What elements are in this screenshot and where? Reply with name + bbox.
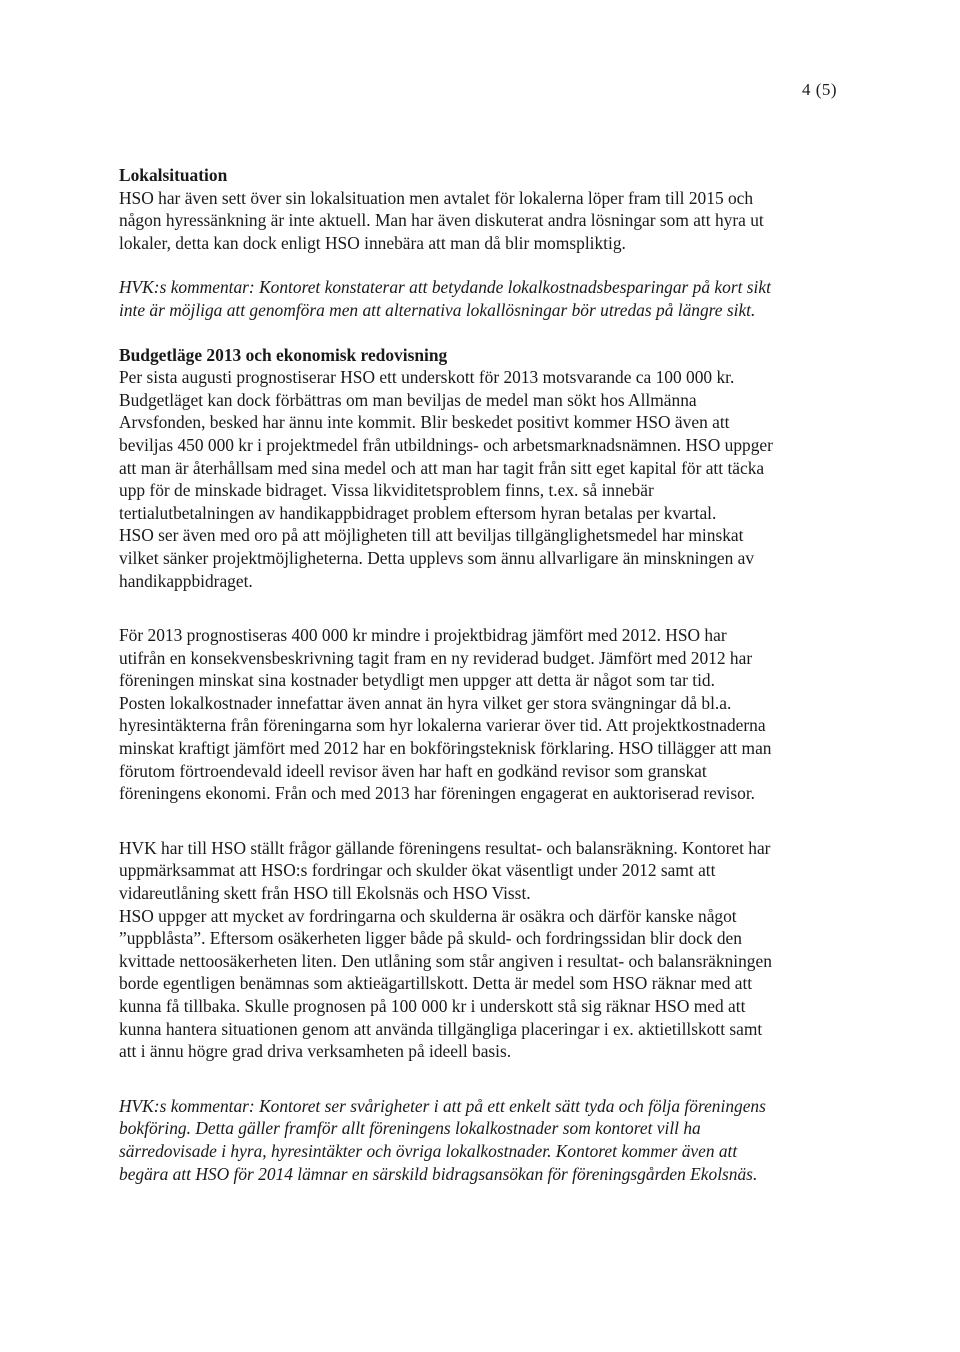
text-line: HVK har till HSO ställt frågor gällande föreningens resultat- och balansräkning. Kontoret har	[119, 837, 771, 858]
text-line: särredovisade i hyra, hyresintäkter och övriga lokalkostnader. Kontoret kommer även att	[119, 1140, 738, 1161]
text-line: hyresintäkterna från föreningarna som hyr lokalerna varierar över tid. Att projektkostnaderna	[119, 715, 766, 736]
paragraph-prognos	[119, 624, 849, 805]
text-line: minskat kraftigt jämfört med 2012 har en bokföringsteknisk förklaring. HSO tillägger att man	[119, 738, 772, 759]
text-line: lokaler, detta kan dock enligt HSO innebära att man då blir momspliktig.	[119, 232, 626, 253]
text-line: tertialutbetalningen av handikappbidraget problem eftersom hyran betalas per kvartal.	[119, 502, 717, 523]
text-line: borde egentligen benämnas som aktieägartillskott. Detta är medel som HSO räknar med att	[119, 973, 753, 994]
paragraph-hvk-comment-1	[119, 276, 849, 321]
section-fragor	[119, 837, 849, 1063]
section-hvk-comment-2	[119, 1095, 849, 1185]
text-line: begära att HSO för 2014 lämnar en särskild bidragsansökan för föreningsgården Ekolsnäs.	[119, 1163, 758, 1184]
text-line: ”uppblåsta”. Eftersom osäkerheten ligger både på skuld- och fordringssidan blir dock den	[119, 928, 742, 949]
heading-lokalsituation: Lokalsituation	[119, 165, 228, 185]
text-line: någon hyressänkning är inte aktuell. Man har även diskuterat andra lösningar som att hyra ut	[119, 210, 764, 231]
text-line: För 2013 prognostiseras 400 000 kr mindre i projektbidrag jämfört med 2012. HSO har	[119, 625, 727, 646]
text-line: bokföring. Detta gäller framför allt föreningens lokalkostnader som kontoret vill ha	[119, 1118, 701, 1139]
section-prognos	[119, 624, 849, 805]
text-line: föreningen minskat sina kostnader betydligt men uppger att detta är något som tar tid.	[119, 670, 715, 691]
text-line: Budgetläget kan dock förbättras om man beviljas de medel man sökt hos Allmänna	[119, 389, 697, 410]
text-line: utifrån en konsekvensbeskrivning tagit fram en ny reviderad budget. Jämfört med 2012 har	[119, 647, 753, 668]
text-line: beviljas 450 000 kr i projektmedel från utbildnings- och arbetsmarknadsnämnen. HSO uppger	[119, 434, 773, 455]
paragraph-budgetlage	[119, 366, 849, 592]
paragraph-hvk-comment-2	[119, 1095, 849, 1185]
page-number: 4 (5)	[802, 80, 838, 99]
paragraph-fragor	[119, 837, 849, 1063]
text-line: inte är möjliga att genomföra men att alternativa lokallösningar bör utredas på längre sikt.	[119, 299, 756, 320]
text-line: Per sista augusti prognostiserar HSO ett underskott för 2013 motsvarande ca 100 000 kr.	[119, 367, 735, 388]
text-line: HVK:s kommentar: Kontoret konstaterar att betydande lokalkostnadsbesparingar på kort sikt	[119, 277, 771, 298]
text-line: HSO har även sett över sin lokalsituation men avtalet för lokalerna löper fram till 2015 och	[119, 187, 754, 208]
text-line: Arvsfonden, besked har ännu inte kommit. Blir beskedet positivt kommer HSO även att	[119, 412, 730, 433]
text-line: föreningens ekonomi. Från och med 2013 har föreningen engagerat en auktoriserad revisor.	[119, 783, 755, 804]
text-line: vidareutlåning skett från HSO till Ekolsnäs och HSO Visst.	[119, 883, 531, 904]
text-line: att i ännu högre grad driva verksamheten på ideell basis.	[119, 1041, 512, 1062]
section-budgetlage	[119, 344, 849, 593]
text-line: kunna hantera situationen genom att använda tillgängliga placeringar i ex. aktietillskott samt	[119, 1018, 763, 1039]
text-line: HSO uppger att mycket av fordringarna och skulderna är osäkra och därför kanske något	[119, 905, 737, 926]
document-body	[119, 164, 849, 1185]
text-line: vilket sänker projektmöjligheterna. Detta upplevs som ännu allvarligare än minskningen av	[119, 547, 755, 568]
text-line: kunna få tillbaka. Skulle prognosen på 100 000 kr i underskott stå sig räknar HSO med att	[119, 996, 746, 1016]
section-hvk-comment-1	[119, 276, 849, 321]
text-line: upp för de minskade bidraget. Vissa likviditetsproblem finns, t.ex. så innebär	[119, 480, 654, 501]
section-lokalsituation	[119, 164, 849, 254]
text-line: HVK:s kommentar: Kontoret ser svårigheter i att på ett enkelt sätt tyda och följa föreningens	[119, 1095, 766, 1116]
text-line: att man är återhållsam med sina medel och att man har tagit från sitt eget kapital för att täcka	[119, 457, 765, 478]
text-line: Posten lokalkostnader innefattar även annat än hyra vilket ger stora svängningar då bl.a.	[119, 692, 732, 713]
heading-budgetlage: Budgetläge 2013 och ekonomisk redovisning	[119, 344, 448, 365]
text-line: kvittade nettoosäkerheten liten. Den utlåning som står angiven i resultat- och balansräkningen	[119, 950, 772, 971]
paragraph-lokalsituation	[119, 187, 849, 255]
text-line: uppmärksammat att HSO:s fordringar och skulder ökat väsentligt under 2012 samt att	[119, 860, 716, 881]
text-line: HSO ser även med oro på att möjligheten till att beviljas tillgänglighetsmedel har minskat	[119, 525, 744, 546]
text-line: handikappbidraget.	[119, 570, 253, 591]
text-line: förutom förtroendevald ideell revisor även har haft en godkänd revisor som granskat	[119, 760, 707, 781]
